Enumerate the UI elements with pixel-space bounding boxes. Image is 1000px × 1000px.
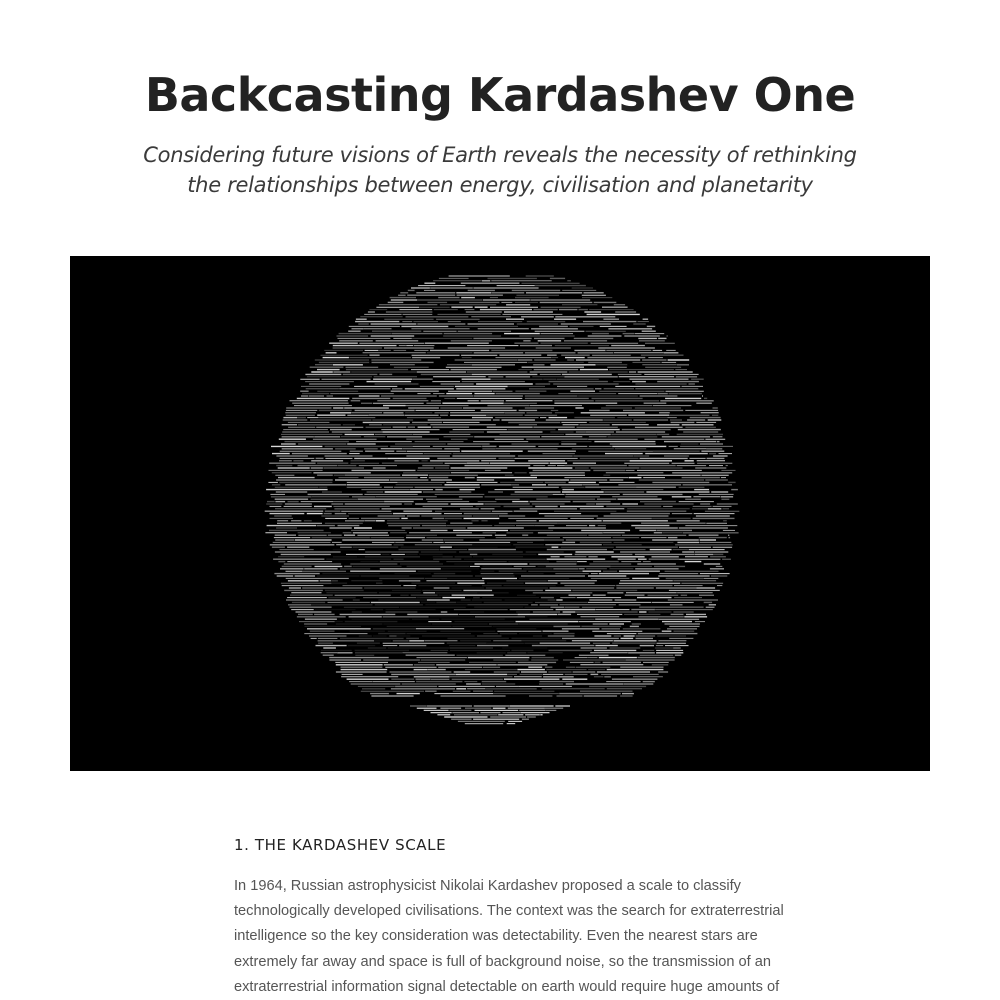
subtitle-line: the relationships between energy, civilisation and planetarity — [187, 173, 813, 197]
hero-image — [70, 256, 930, 771]
section-paragraph — [234, 874, 794, 1000]
article-body — [234, 830, 794, 1000]
subtitle-line: Considering future visions of Earth reveals the necessity of rethinking — [143, 143, 857, 167]
article-title: Backcasting Kardashev One — [144, 68, 856, 122]
striped-globe-illustration — [70, 256, 930, 771]
paragraph-line: extraterrestrial information signal detectable on earth would require huge amounts of — [234, 978, 780, 995]
paragraph-line: intelligence so the key consideration was detectability. Even the nearest stars are — [234, 928, 758, 945]
globe-stripes — [265, 276, 740, 724]
article-subtitle — [140, 140, 860, 200]
paragraph-line: technologically developed civilisations. The context was the search for extraterrestrial — [234, 903, 784, 920]
paragraph-line: extremely far away and space is full of background noise, so the transmission of an — [234, 953, 772, 970]
section-heading: 1. THE KARDASHEV SCALE — [234, 836, 447, 854]
paragraph-line: In 1964, Russian astrophysicist Nikolai Kardashev proposed a scale to classify — [234, 878, 741, 894]
